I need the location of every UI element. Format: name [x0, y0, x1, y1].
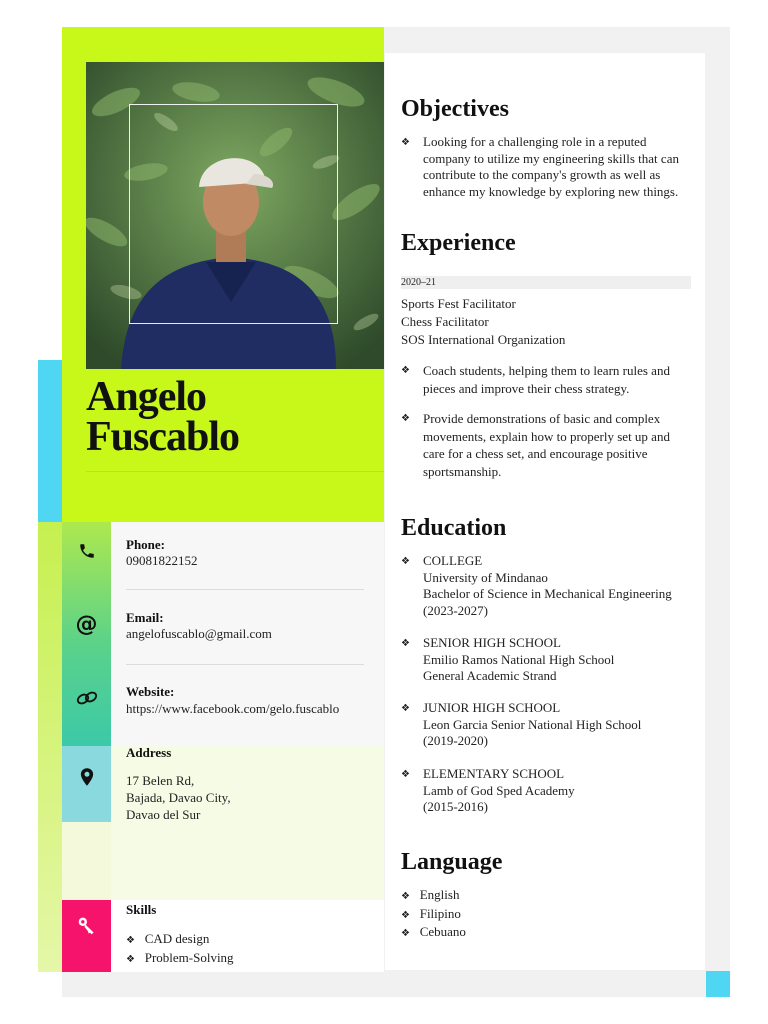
phone-icon — [62, 542, 111, 564]
accent-bar-cyan — [38, 360, 62, 522]
accent-corner-cyan — [706, 971, 730, 997]
experience-date: 2020–21 — [401, 277, 436, 288]
email-label: Email: — [126, 610, 164, 625]
education-detail: Bachelor of Science in Mechanical Engineering — [423, 586, 672, 601]
education-level: COLLEGE — [423, 553, 483, 568]
diamond-bullet-icon: ❖ — [401, 365, 410, 376]
icon-strip-spacer — [62, 822, 111, 900]
contact-divider — [126, 589, 364, 590]
list-item: ❖ CAD design — [126, 931, 210, 946]
email-value[interactable]: angelofuscablo@gmail.com — [126, 626, 272, 641]
address-line: 17 Belen Rd, — [126, 773, 195, 788]
list-item: ❖ Cebuano — [401, 924, 466, 939]
education-school: University of Mindanao — [423, 569, 548, 585]
objectives-text: Looking for a challenging role in a reputed company to utilize my engineering skills that can contribute to the company's growth as well as enhance my knowledge by exploring new things. — [423, 134, 679, 199]
education-entry — [423, 700, 703, 750]
link-icon — [62, 690, 111, 710]
phone-value: 09081822152 — [126, 553, 198, 568]
education-entry — [423, 766, 703, 816]
education-detail: General Academic Strand — [423, 668, 557, 683]
website-label: Website: — [126, 684, 175, 699]
list-item: ❖ Problem-Solving — [126, 950, 234, 965]
role-line: Sports Fest Facilitator — [401, 296, 516, 311]
education-school: Leon Garcia Senior National High School — [423, 716, 642, 732]
experience-bullet: Provide demonstrations of basic and complex movements, explain how to properly set up and care for a chess set, and encourage positive sportsmanship. — [423, 411, 670, 479]
education-years: (2015-2016) — [423, 799, 488, 814]
language-heading: Language — [401, 849, 503, 875]
diamond-bullet-icon: ❖ — [126, 935, 135, 946]
skills-label: Skills — [126, 902, 157, 917]
education-years: (2019-2020) — [423, 733, 488, 748]
diamond-bullet-icon: ❖ — [401, 703, 410, 714]
education-heading: Education — [401, 515, 507, 541]
address-label: Address — [126, 745, 172, 760]
photo-frame — [129, 104, 338, 324]
list-item: ❖ English — [401, 887, 460, 902]
key-icon — [62, 916, 111, 940]
name-divider — [86, 471, 384, 472]
accent-bar-lime — [38, 522, 62, 972]
education-level: SENIOR HIGH SCHOOL — [423, 635, 561, 650]
name-last: Fuscablo — [86, 414, 240, 460]
at-sign-icon: @ — [75, 612, 98, 637]
experience-heading: Experience — [401, 230, 516, 256]
contact-divider — [126, 664, 364, 665]
diamond-bullet-icon: ❖ — [126, 954, 135, 965]
diamond-bullet-icon: ❖ — [401, 413, 410, 424]
location-pin-icon — [62, 768, 111, 790]
education-school: Emilio Ramos National High School — [423, 651, 615, 667]
education-level: ELEMENTARY SCHOOL — [423, 766, 565, 781]
address-line: Bajada, Davao City, — [126, 790, 231, 805]
diamond-bullet-icon: ❖ — [401, 769, 410, 780]
education-years: (2023-2027) — [423, 602, 488, 618]
name-first: Angelo — [86, 374, 206, 420]
language-list — [401, 887, 466, 943]
diamond-bullet-icon: ❖ — [401, 928, 410, 939]
education-school: Lamb of God Sped Academy — [423, 782, 575, 798]
role-line: Chess Facilitator — [401, 314, 489, 329]
education-entry — [423, 553, 703, 619]
objectives-heading: Objectives — [401, 96, 509, 122]
list-item: ❖ Filipino — [401, 905, 461, 921]
education-level: JUNIOR HIGH SCHOOL — [423, 700, 561, 715]
experience-roles — [401, 295, 565, 349]
diamond-bullet-icon: ❖ — [401, 891, 410, 902]
role-line: SOS International Organization — [401, 332, 566, 347]
skills-list — [126, 930, 234, 968]
experience-bullet: Coach students, helping them to learn rules and pieces and improve their chess strategy. — [423, 363, 670, 396]
education-entry — [423, 635, 703, 685]
diamond-bullet-icon: ❖ — [401, 137, 410, 148]
diamond-bullet-icon: ❖ — [401, 909, 410, 921]
diamond-bullet-icon: ❖ — [401, 638, 410, 649]
experience-date-bar — [401, 276, 691, 289]
phone-label: Phone: — [126, 537, 165, 552]
address-value — [126, 772, 231, 823]
diamond-bullet-icon: ❖ — [401, 556, 410, 567]
address-panel — [111, 746, 384, 900]
address-line: Davao del Sur — [126, 807, 201, 822]
website-value[interactable]: https://www.facebook.com/gelo.fuscablo — [126, 701, 340, 716]
